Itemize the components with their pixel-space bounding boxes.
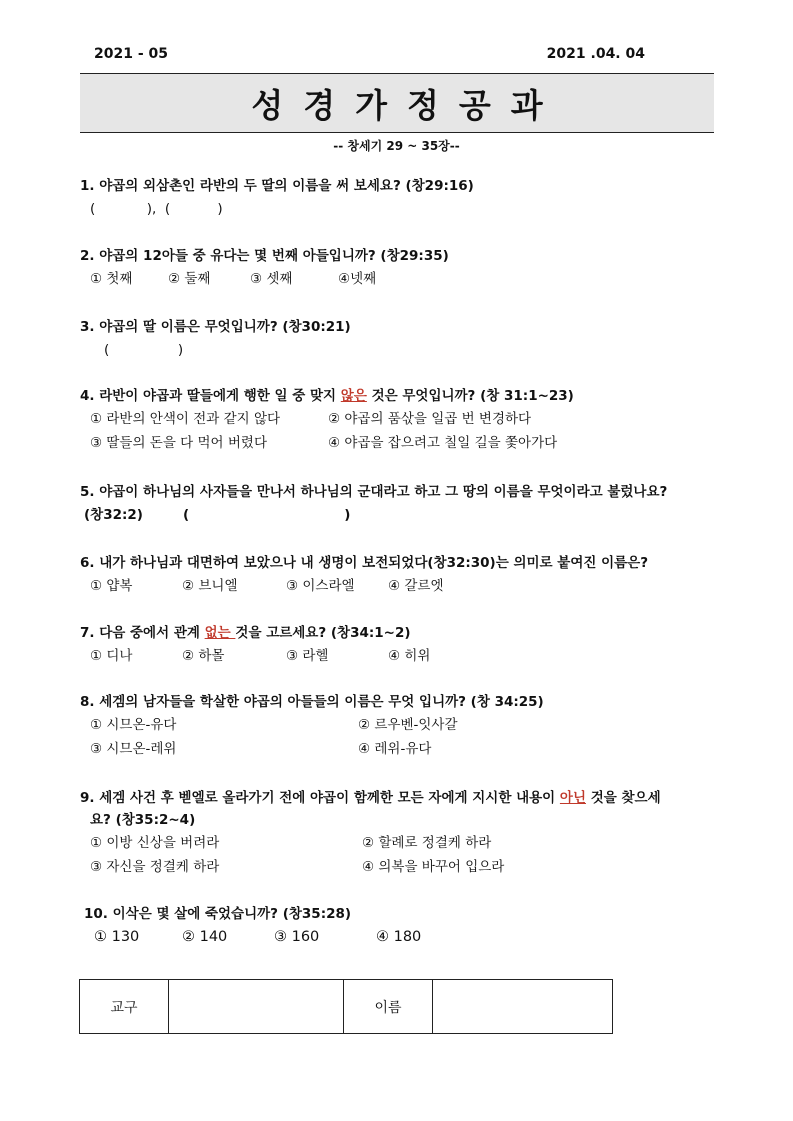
options-row xyxy=(80,267,740,291)
question-text: 2. 야곱의 12아들 중 유다는 몇 번째 아들입니까? (창29:35) xyxy=(80,248,449,264)
highlight-word: 않은 xyxy=(340,388,367,404)
option-1[interactable]: ① 첫째 xyxy=(90,271,133,287)
issue-number: 2021 - 05 xyxy=(94,46,169,62)
option-4[interactable]: ④넷째 xyxy=(338,271,377,287)
question-text: 8. 세겜의 남자들을 학살한 야곱의 아들들의 이름은 무엇 입니까? (창 34:25) xyxy=(80,694,544,710)
options-row xyxy=(80,737,740,761)
options-row xyxy=(80,431,740,455)
option-2[interactable]: ② 하몰 xyxy=(182,648,225,664)
option-3[interactable]: ③ 자신을 정결케 하라 xyxy=(90,859,220,875)
question-text: 5. 야곱이 하나님의 사자들을 만나서 하나님의 군대라고 하고 그 땅의 이름을 무엇이라고 불렀나요? xyxy=(80,484,668,500)
church-label: 교구 xyxy=(80,980,169,1034)
question-text: 10. 이삭은 몇 살에 죽었습니까? (창35:28) xyxy=(84,906,352,922)
answer-blank[interactable]: ( ), ( ) xyxy=(90,201,223,217)
question-7 xyxy=(80,622,740,668)
option-3[interactable]: ③ 이스라엘 xyxy=(286,578,355,594)
option-2[interactable]: ② 야곱의 품삯을 일곱 번 변경하다 xyxy=(328,411,532,427)
option-4[interactable]: ④ 히위 xyxy=(388,648,431,664)
question-9 xyxy=(80,787,740,879)
answer-blank[interactable]: ( ) xyxy=(182,507,351,523)
option-4[interactable]: ④ 갈르엣 xyxy=(388,578,444,594)
option-2[interactable]: ② 르우벤-잇사갈 xyxy=(358,717,458,733)
options-row xyxy=(80,855,740,879)
subtitle: -- 창세기 29 ~ 35장-- xyxy=(333,139,460,153)
question-1 xyxy=(80,175,740,221)
option-3[interactable]: ③ 160 xyxy=(274,929,320,945)
option-4[interactable]: ④ 180 xyxy=(376,929,422,945)
answer-blank[interactable]: ( ) xyxy=(104,342,184,358)
option-2[interactable]: ② 할례로 정결케 하라 xyxy=(362,835,492,851)
lesson-date: 2021 .04. 04 xyxy=(546,46,645,62)
question-5 xyxy=(80,481,740,527)
options-row xyxy=(80,644,740,668)
option-4[interactable]: ④ 레위-유다 xyxy=(358,741,432,757)
option-2[interactable]: ② 둘째 xyxy=(168,271,211,287)
option-4[interactable]: ④ 야곱을 잡으려고 칠일 길을 쫓아가다 xyxy=(328,435,558,451)
question-text: 4. 라반이 야곱과 딸들에게 행한 일 중 맞지 않은 것은 무엇입니까? (창 31:1~23) xyxy=(80,388,574,404)
question-text: 6. 내가 하나님과 대면하여 보았으나 내 생명이 보전되었다(창32:30)는 의미로 붙여진 이름은? xyxy=(80,555,649,571)
answer-row xyxy=(80,503,740,527)
scripture-ref: (창32:2) xyxy=(84,507,143,523)
option-3[interactable]: ③ 라헬 xyxy=(286,648,329,664)
option-3[interactable]: ③ 셋째 xyxy=(250,271,293,287)
church-input[interactable] xyxy=(169,980,344,1034)
title-banner xyxy=(80,73,714,133)
name-label: 이름 xyxy=(344,980,433,1034)
question-text: 3. 야곱의 딸 이름은 무엇입니까? (창30:21) xyxy=(80,319,351,335)
option-3[interactable]: ③ 딸들의 돈을 다 먹어 버렸다 xyxy=(90,435,268,451)
question-8 xyxy=(80,691,740,761)
highlight-word: 아닌 xyxy=(559,790,586,806)
page-title: 성경가정공과 xyxy=(251,85,563,125)
option-1[interactable]: ① 디나 xyxy=(90,648,133,664)
option-2[interactable]: ② 브니엘 xyxy=(182,578,238,594)
question-4 xyxy=(80,385,740,455)
options-row xyxy=(84,925,744,949)
option-1[interactable]: ① 얍복 xyxy=(90,578,133,594)
options-row xyxy=(80,407,740,431)
option-3[interactable]: ③ 시므온-레위 xyxy=(90,741,177,757)
options-row xyxy=(80,574,740,598)
options-row xyxy=(80,831,740,855)
signature-table xyxy=(79,979,613,1034)
option-1[interactable]: ① 라반의 안색이 전과 같지 않다 xyxy=(90,411,281,427)
question-10 xyxy=(84,903,744,949)
question-text: 9. 세겜 사건 후 벧엘로 올라가기 전에 야곱이 함께한 모든 자에게 지시한 내용이 아닌 것을 찾으세 xyxy=(80,790,661,806)
option-4[interactable]: ④ 의복을 바꾸어 입으라 xyxy=(362,859,505,875)
question-text: 1. 야곱의 외삼촌인 라반의 두 딸의 이름을 써 보세요? (창29:16) xyxy=(80,178,474,194)
question-3 xyxy=(80,316,740,362)
option-1[interactable]: ① 이방 신상을 버려라 xyxy=(90,835,220,851)
name-input[interactable] xyxy=(433,980,613,1034)
option-1[interactable]: ① 130 xyxy=(94,929,140,945)
option-2[interactable]: ② 140 xyxy=(182,929,228,945)
question-text: 7. 다음 중에서 관계 없는 것을 고르세요? (창34:1~2) xyxy=(80,625,411,641)
options-row xyxy=(80,713,740,737)
option-1[interactable]: ① 시므온-유다 xyxy=(90,717,177,733)
highlight-word: 없는 xyxy=(204,625,236,641)
question-2 xyxy=(80,245,740,291)
question-6 xyxy=(80,552,740,598)
question-text-line2: 요? (창35:2~4) xyxy=(90,812,196,828)
